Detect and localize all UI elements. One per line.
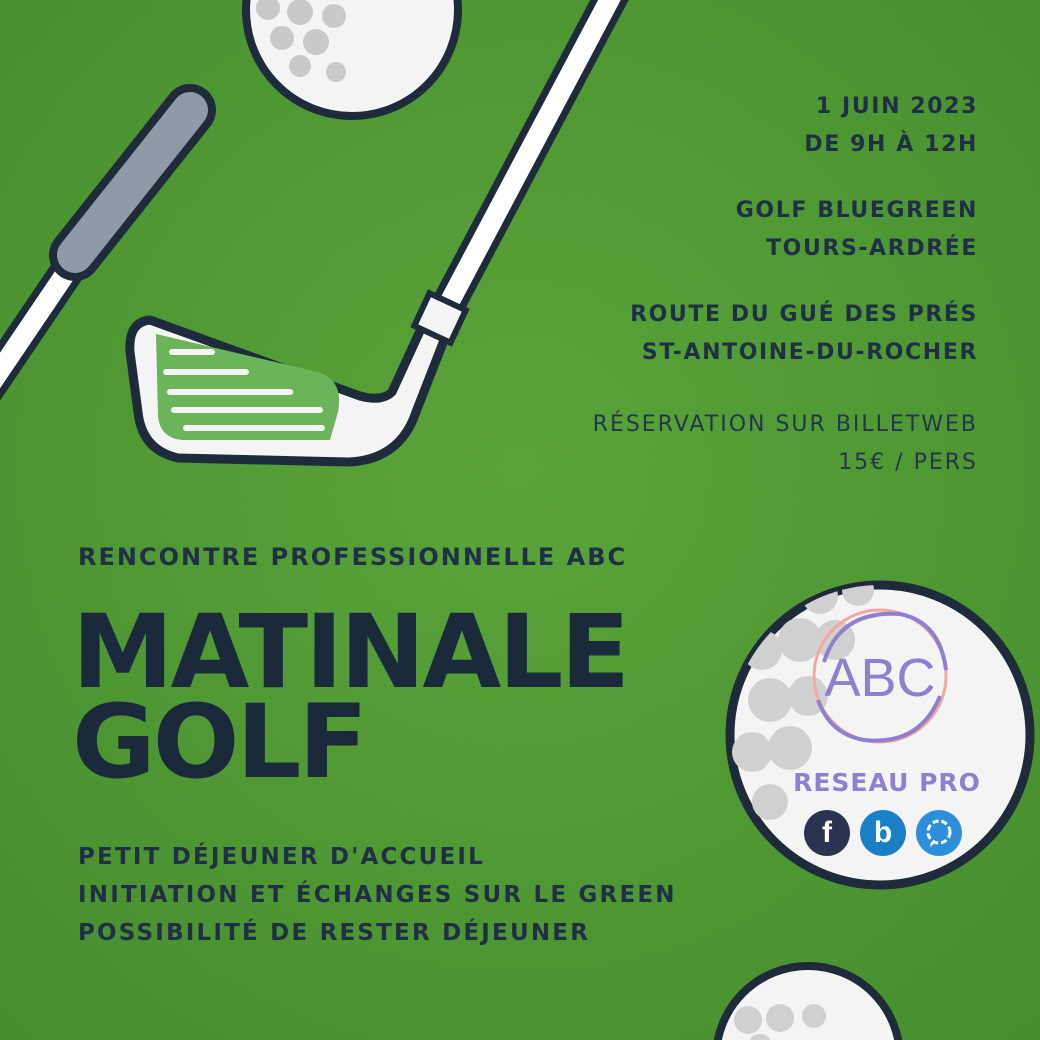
event-address — [630, 296, 978, 372]
title-line-2: GOLF — [72, 683, 366, 802]
facebook-glyph: f — [822, 816, 832, 849]
address-line-2: ST-ANTOINE-DU-ROCHER — [641, 340, 978, 365]
program-item: INITIATION ET ÉCHANGES SUR LE GREEN — [78, 882, 677, 908]
facebook-icon[interactable] — [804, 810, 850, 856]
event-subtitle: RENCONTRE PROFESSIONNELLE ABC — [78, 543, 628, 571]
event-date: 1 JUIN 2023 — [815, 94, 978, 119]
event-venue — [736, 192, 978, 268]
program-item: PETIT DÉJEUNER D'ACCUEIL — [78, 844, 486, 870]
event-booking — [593, 406, 978, 482]
chat-bubble-icon — [924, 818, 954, 848]
billetweb-glyph: b — [873, 816, 893, 849]
abc-logo — [800, 600, 960, 750]
chat-icon[interactable] — [916, 810, 962, 856]
address-line-1: ROUTE DU GUÉ DES PRÉS — [630, 302, 978, 327]
logo-tagline: RESEAU PRO — [793, 768, 981, 797]
event-title — [72, 593, 628, 802]
event-datetime — [804, 88, 978, 164]
logo-text: ABC — [824, 648, 936, 708]
billetweb-icon[interactable] — [860, 810, 906, 856]
price-text: 15€ / PERS — [838, 450, 978, 475]
event-time: DE 9H À 12H — [804, 132, 978, 157]
program-item: POSSIBILITÉ DE RESTER DÉJEUNER — [78, 920, 591, 946]
event-program — [78, 838, 677, 952]
venue-line-2: TOURS-ARDRÉE — [766, 236, 978, 261]
booking-text: RÉSERVATION SUR BILLETWEB — [592, 412, 978, 437]
venue-line-1: GOLF BLUEGREEN — [735, 198, 978, 223]
title-line-1: MATINALE — [72, 593, 628, 712]
